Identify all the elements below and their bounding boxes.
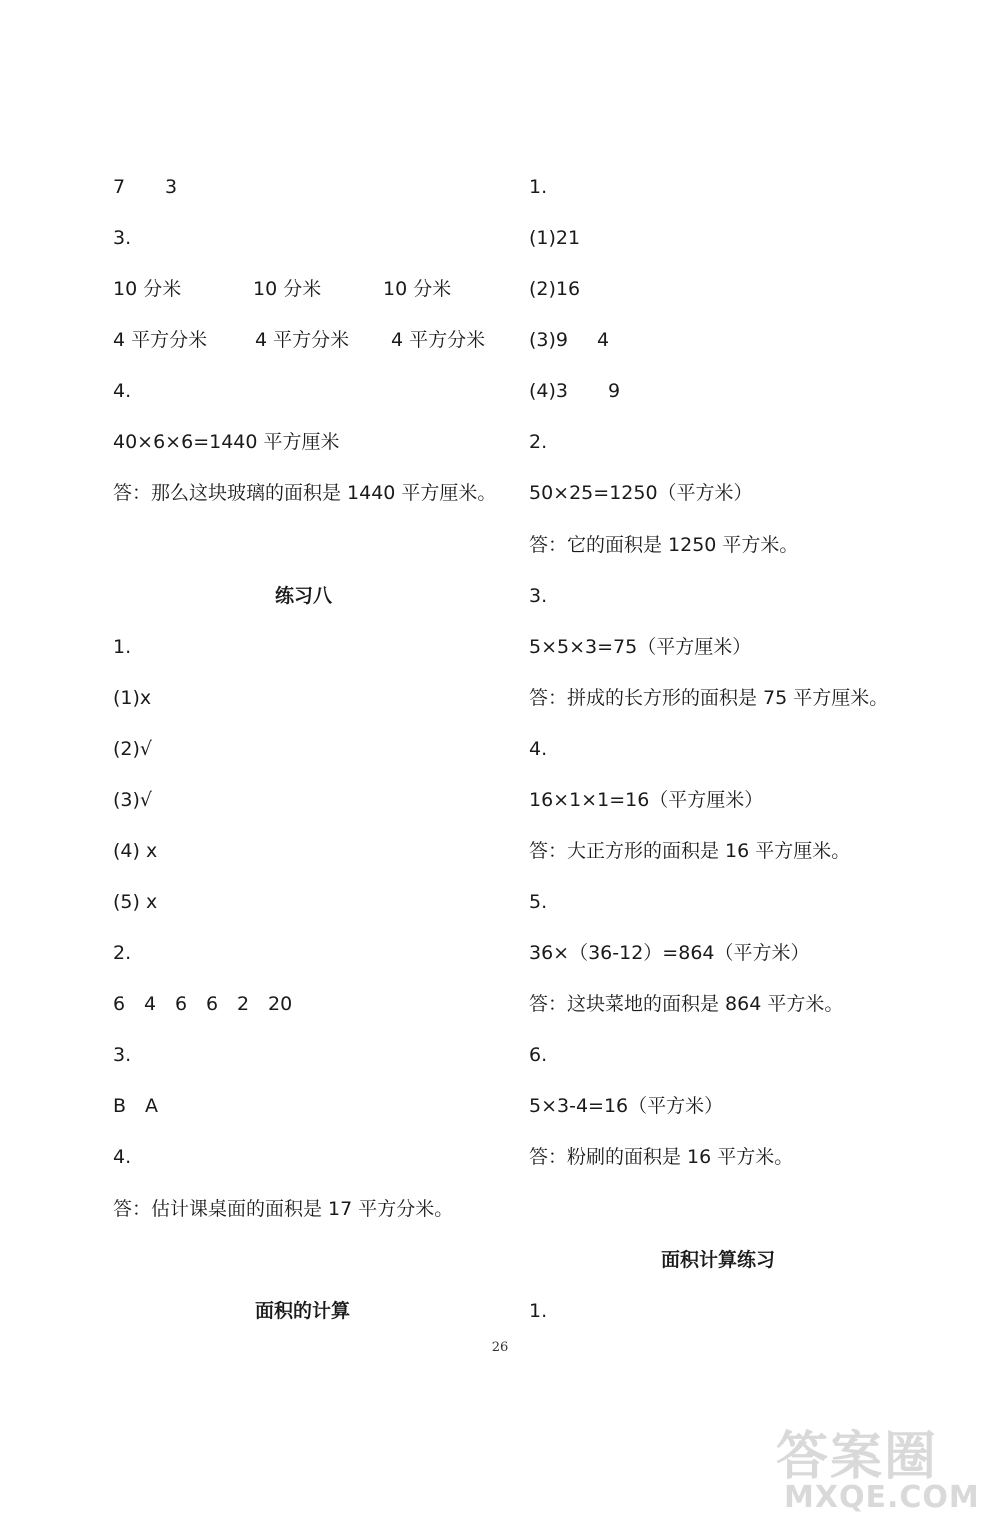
question-number: 5. bbox=[529, 891, 548, 913]
equation: 5×5×3=75（平方厘米） bbox=[529, 636, 752, 658]
section-heading: 面积的计算 bbox=[255, 1300, 351, 1322]
answer-line: (2)√ bbox=[113, 738, 153, 760]
answer-value: (4)3 bbox=[529, 380, 569, 402]
question-number: 4. bbox=[113, 1146, 132, 1168]
answer-sentence: 答：粉刷的面积是 16 平方米。 bbox=[529, 1146, 794, 1168]
answer-line bbox=[113, 175, 178, 271]
answer-line bbox=[529, 379, 621, 475]
question-number: 3. bbox=[113, 1044, 132, 1066]
question-number: 4. bbox=[529, 738, 548, 760]
equation: 50×25=1250（平方米） bbox=[529, 482, 753, 504]
question-number: 6. bbox=[529, 1044, 548, 1066]
answer-value: A bbox=[145, 1095, 158, 1117]
question-number: 3. bbox=[113, 227, 132, 249]
question-number: 2. bbox=[113, 942, 132, 964]
answer-line: (2)16 bbox=[529, 278, 581, 300]
answer-line: (3)√ bbox=[113, 789, 153, 811]
answer-sentence: 答：拼成的长方形的面积是 75 平方厘米。 bbox=[529, 687, 889, 709]
section-heading: 面积计算练习 bbox=[661, 1249, 776, 1271]
watermark-url: MXQE.COM bbox=[784, 1480, 980, 1515]
watermark-title: 答案圈 bbox=[776, 1427, 939, 1487]
answer-value: 6 bbox=[113, 993, 126, 1015]
answer-value: 10 分米 bbox=[383, 278, 452, 300]
answer-line bbox=[113, 1094, 158, 1190]
answer-line: (1)x bbox=[113, 687, 152, 709]
answer-sentence: 答：估计课桌面的面积是 17 平方分米。 bbox=[113, 1198, 454, 1220]
equation: 16×1×1=16（平方厘米） bbox=[529, 789, 764, 811]
answer-value: 6 bbox=[206, 993, 219, 1015]
answer-value: 4 平方分米 bbox=[255, 329, 350, 351]
answer-line: (1)21 bbox=[529, 227, 581, 249]
answer-value: 3 bbox=[165, 176, 178, 198]
answer-line: (4) x bbox=[113, 840, 158, 862]
answer-value: (3)9 bbox=[529, 329, 569, 351]
answer-sentence: 答：这块菜地的面积是 864 平方米。 bbox=[529, 993, 844, 1015]
answer-value: 10 分米 bbox=[113, 278, 182, 300]
question-number: 4. bbox=[113, 380, 132, 402]
answer-value: 6 bbox=[175, 993, 188, 1015]
question-number: 3. bbox=[529, 585, 548, 607]
answer-value: 7 bbox=[113, 176, 126, 198]
answer-value: 4 bbox=[144, 993, 157, 1015]
section-heading: 练习八 bbox=[275, 585, 333, 607]
answer-value: B bbox=[113, 1095, 127, 1117]
answer-sentence: 答：那么这块玻璃的面积是 1440 平方厘米。 bbox=[113, 482, 497, 504]
answer-value: 10 分米 bbox=[253, 278, 322, 300]
question-number: 1. bbox=[529, 176, 548, 198]
answer-line: (5) x bbox=[113, 891, 158, 913]
answer-sentence: 答：它的面积是 1250 平方米。 bbox=[529, 534, 799, 556]
answer-value: 4 bbox=[597, 329, 610, 351]
question-number: 1. bbox=[113, 636, 132, 658]
answer-sentence: 答：大正方形的面积是 16 平方厘米。 bbox=[529, 840, 851, 862]
answer-value: 4 平方分米 bbox=[391, 329, 486, 351]
page-number: 26 bbox=[491, 1340, 509, 1355]
answer-value: 9 bbox=[608, 380, 621, 402]
question-number: 2. bbox=[529, 431, 548, 453]
question-number: 1. bbox=[529, 1300, 548, 1322]
equation: 5×3-4=16（平方米） bbox=[529, 1095, 724, 1117]
answer-value: 20 bbox=[268, 993, 293, 1015]
answer-value: 2 bbox=[237, 993, 250, 1015]
answer-value: 4 平方分米 bbox=[113, 329, 208, 351]
equation: 36×（36-12）=864（平方米） bbox=[529, 942, 810, 964]
watermark-logo bbox=[764, 1412, 994, 1522]
equation: 40×6×6=1440 平方厘米 bbox=[113, 431, 340, 453]
